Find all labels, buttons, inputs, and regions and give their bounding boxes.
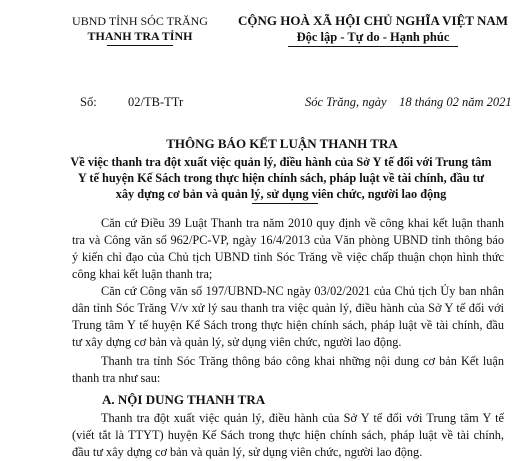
section-a-heading: A. NỘI DUNG THANH TRA xyxy=(102,392,266,407)
national-motto: Độc lập - Tự do - Hạnh phúc xyxy=(296,30,450,44)
motto-underline xyxy=(288,46,458,47)
document-date: Sóc Trăng, ngày 18 tháng 02 năm 2021 xyxy=(305,95,512,109)
paragraph-announcement: Thanh tra tỉnh Sóc Trăng thông báo công khai những nội dung cơ bản Kết luận thanh tra như sau: xyxy=(72,354,504,385)
nation-name: CỘNG HOÀ XÃ HỘI CHỦ NGHĨA VIỆT NAM xyxy=(237,13,509,28)
section-a-text: Thanh tra đột xuất việc quản lý, điều hành của Sở Y tế đối với Trung tâm Y tế (viết tắt là TTYT) huyện Kế Sách trong thực hiện chính sách, pháp luật về tài chính, đầu tư xây dựng cơ bản và quản lý, sử dụng viên chức, người lao động. xyxy=(72,411,504,459)
document-number-label: Số: xyxy=(80,95,97,109)
issuing-agency-block xyxy=(60,14,220,46)
subtitle-underline xyxy=(252,203,318,204)
national-header-block xyxy=(222,12,524,47)
paragraph-legal-basis-1: Căn cứ Điều 39 Luật Thanh tra năm 2010 quy định về công khai kết luận thanh tra và Công văn số 962/PC-VP, ngày 16/4/2013 của Văn phòng UBND tỉnh thông báo ý kiến chỉ đạo của Chủ tịch UBND tỉnh Sóc Trăng về việc chấp thuận chọn hình thức công khai kết luận thanh tra; xyxy=(72,216,504,281)
paragraph-legal-basis-2: Căn cứ Công văn số 197/UBND-NC ngày 03/02/2021 của Chủ tịch Ủy ban nhân dân tỉnh Sóc Trăng V/v xử lý sau thanh tra việc quản lý, điều hành của Sở Y tế đối với Trung tâm Y tế huyện Kế Sách trong thực hiện chính sách, pháp luật về tài chính, đầu tư xây dựng cơ bản và quản lý, sử dụng viên chức, người lao động. xyxy=(72,284,504,349)
document-subtitle: Về việc thanh tra đột xuất việc quản lý, điều hành của Sở Y tế đối với Trung tâm Y tế huyện Kế Sách trong thực hiện chính sách, pháp luật về tài chính, đầu tư xây dựng cơ bản và quản lý, sử dụng viên chức, người lao động xyxy=(70,155,492,201)
document-number-value: 02/TB-TTr xyxy=(128,95,184,109)
agency-parent: UBND TỈNH SÓC TRĂNG xyxy=(72,14,208,28)
agency-name: THANH TRA TỈNH xyxy=(87,29,193,43)
document-title: THÔNG BÁO KẾT LUẬN THANH TRA xyxy=(166,136,398,151)
document-number xyxy=(80,95,183,110)
agency-underline xyxy=(107,45,173,46)
